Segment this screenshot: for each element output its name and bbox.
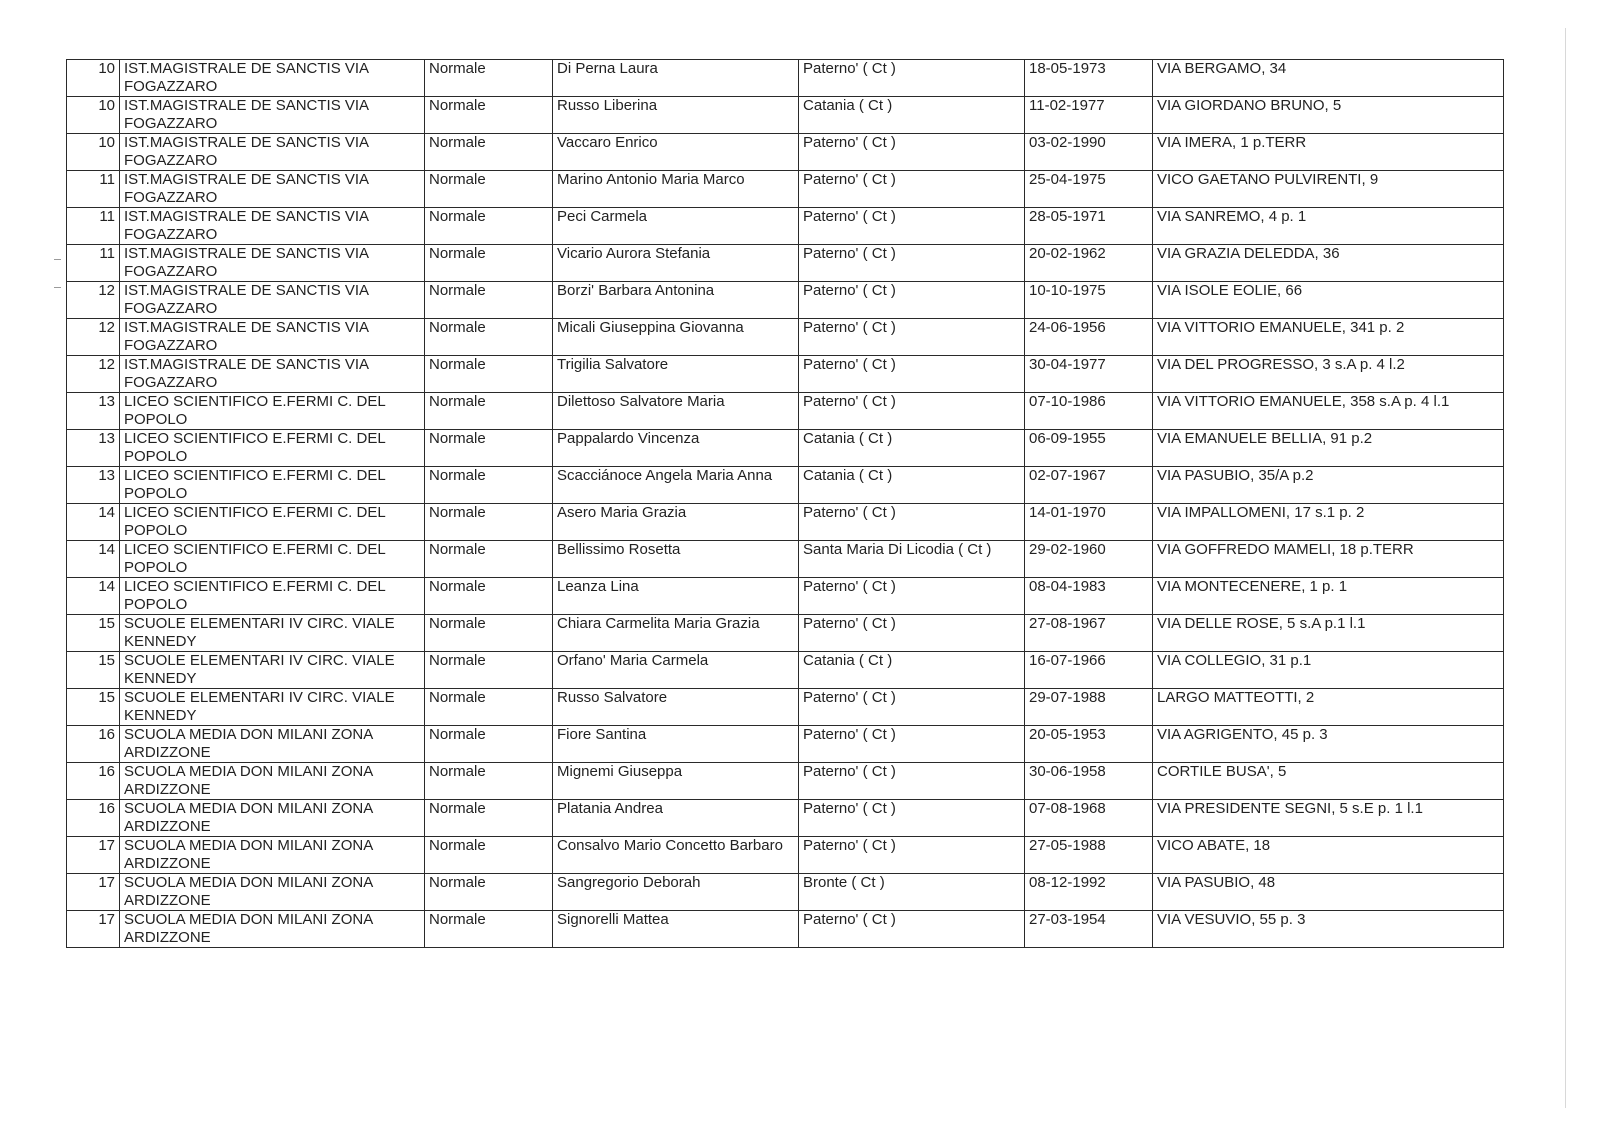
address-cell: VIA BERGAMO, 34 [1153,60,1504,97]
city-cell: Catania ( Ct ) [799,430,1025,467]
margin-mark [54,287,61,288]
type-cell: Normale [425,504,553,541]
address-cell: VIA VESUVIO, 55 p. 3 [1153,911,1504,948]
city-cell: Paterno' ( Ct ) [799,319,1025,356]
address-cell: VIA GIORDANO BRUNO, 5 [1153,97,1504,134]
row-number: 12 [67,356,120,393]
address-cell: VIA ISOLE EOLIE, 66 [1153,282,1504,319]
type-cell: Normale [425,393,553,430]
school-cell: SCUOLA MEDIA DON MILANI ZONA ARDIZZONE [120,837,425,874]
row-number: 11 [67,208,120,245]
address-cell: VIA GOFFREDO MAMELI, 18 p.TERR [1153,541,1504,578]
city-cell: Paterno' ( Ct ) [799,208,1025,245]
name-cell: Platania Andrea [553,800,799,837]
name-cell: Peci Carmela [553,208,799,245]
school-cell: SCUOLA MEDIA DON MILANI ZONA ARDIZZONE [120,911,425,948]
birth-date-cell: 16-07-1966 [1025,652,1153,689]
type-cell: Normale [425,652,553,689]
row-number: 17 [67,911,120,948]
name-cell: Consalvo Mario Concetto Barbaro [553,837,799,874]
name-cell: Orfano' Maria Carmela [553,652,799,689]
address-cell: VIA PRESIDENTE SEGNI, 5 s.E p. 1 l.1 [1153,800,1504,837]
city-cell: Bronte ( Ct ) [799,874,1025,911]
type-cell: Normale [425,282,553,319]
city-cell: Paterno' ( Ct ) [799,578,1025,615]
table-row [67,837,1504,874]
school-cell: IST.MAGISTRALE DE SANCTIS VIA FOGAZZARO [120,319,425,356]
school-cell: IST.MAGISTRALE DE SANCTIS VIA FOGAZZARO [120,171,425,208]
table-row [67,911,1504,948]
school-cell: IST.MAGISTRALE DE SANCTIS VIA FOGAZZARO [120,245,425,282]
row-number: 16 [67,726,120,763]
name-cell: Russo Salvatore [553,689,799,726]
type-cell: Normale [425,319,553,356]
type-cell: Normale [425,541,553,578]
type-cell: Normale [425,134,553,171]
row-number: 15 [67,689,120,726]
address-cell: VIA GRAZIA DELEDDA, 36 [1153,245,1504,282]
type-cell: Normale [425,911,553,948]
name-cell: Fiore Santina [553,726,799,763]
row-number: 11 [67,245,120,282]
school-cell: SCUOLA MEDIA DON MILANI ZONA ARDIZZONE [120,726,425,763]
school-cell: IST.MAGISTRALE DE SANCTIS VIA FOGAZZARO [120,282,425,319]
name-cell: Dilettoso Salvatore Maria [553,393,799,430]
city-cell: Santa Maria Di Licodia ( Ct ) [799,541,1025,578]
birth-date-cell: 29-02-1960 [1025,541,1153,578]
city-cell: Paterno' ( Ct ) [799,504,1025,541]
type-cell: Normale [425,97,553,134]
table-row [67,245,1504,282]
city-cell: Paterno' ( Ct ) [799,615,1025,652]
city-cell: Paterno' ( Ct ) [799,837,1025,874]
type-cell: Normale [425,837,553,874]
type-cell: Normale [425,615,553,652]
birth-date-cell: 30-06-1958 [1025,763,1153,800]
school-cell: IST.MAGISTRALE DE SANCTIS VIA FOGAZZARO [120,208,425,245]
name-cell: Bellissimo Rosetta [553,541,799,578]
row-number: 14 [67,541,120,578]
table-row [67,874,1504,911]
city-cell: Paterno' ( Ct ) [799,393,1025,430]
row-number: 13 [67,467,120,504]
address-cell: VIA PASUBIO, 48 [1153,874,1504,911]
city-cell: Paterno' ( Ct ) [799,726,1025,763]
row-number: 15 [67,615,120,652]
table-row [67,319,1504,356]
name-cell: Trigilia Salvatore [553,356,799,393]
table-row [67,726,1504,763]
birth-date-cell: 10-10-1975 [1025,282,1153,319]
row-number: 10 [67,60,120,97]
table-row [67,60,1504,97]
name-cell: Marino Antonio Maria Marco [553,171,799,208]
name-cell: Micali Giuseppina Giovanna [553,319,799,356]
birth-date-cell: 14-01-1970 [1025,504,1153,541]
type-cell: Normale [425,763,553,800]
row-number: 10 [67,97,120,134]
birth-date-cell: 02-07-1967 [1025,467,1153,504]
name-cell: Signorelli Mattea [553,911,799,948]
type-cell: Normale [425,245,553,282]
type-cell: Normale [425,356,553,393]
table-row [67,578,1504,615]
address-cell: VIA IMPALLOMENI, 17 s.1 p. 2 [1153,504,1504,541]
table-row [67,356,1504,393]
row-number: 13 [67,430,120,467]
school-cell: SCUOLE ELEMENTARI IV CIRC. VIALE KENNEDY [120,689,425,726]
city-cell: Catania ( Ct ) [799,97,1025,134]
address-cell: VICO ABATE, 18 [1153,837,1504,874]
type-cell: Normale [425,689,553,726]
row-number: 16 [67,763,120,800]
school-cell: IST.MAGISTRALE DE SANCTIS VIA FOGAZZARO [120,134,425,171]
name-cell: Leanza Lina [553,578,799,615]
school-cell: LICEO SCIENTIFICO E.FERMI C. DEL POPOLO [120,578,425,615]
type-cell: Normale [425,171,553,208]
birth-date-cell: 06-09-1955 [1025,430,1153,467]
city-cell: Paterno' ( Ct ) [799,763,1025,800]
type-cell: Normale [425,60,553,97]
school-cell: LICEO SCIENTIFICO E.FERMI C. DEL POPOLO [120,541,425,578]
table-row [67,467,1504,504]
birth-date-cell: 20-02-1962 [1025,245,1153,282]
table-row [67,689,1504,726]
table-row [67,134,1504,171]
table-row [67,504,1504,541]
row-number: 10 [67,134,120,171]
name-cell: Sangregorio Deborah [553,874,799,911]
name-cell: Chiara Carmelita Maria Grazia [553,615,799,652]
name-cell: Russo Liberina [553,97,799,134]
name-cell: Asero Maria Grazia [553,504,799,541]
school-cell: SCUOLA MEDIA DON MILANI ZONA ARDIZZONE [120,800,425,837]
table-row [67,763,1504,800]
row-number: 11 [67,171,120,208]
address-cell: VIA IMERA, 1 p.TERR [1153,134,1504,171]
name-cell: Vaccaro Enrico [553,134,799,171]
school-cell: LICEO SCIENTIFICO E.FERMI C. DEL POPOLO [120,430,425,467]
birth-date-cell: 27-05-1988 [1025,837,1153,874]
row-number: 13 [67,393,120,430]
table-row [67,800,1504,837]
address-cell: VIA MONTECENERE, 1 p. 1 [1153,578,1504,615]
type-cell: Normale [425,874,553,911]
city-cell: Paterno' ( Ct ) [799,171,1025,208]
school-cell: SCUOLE ELEMENTARI IV CIRC. VIALE KENNEDY [120,652,425,689]
row-number: 15 [67,652,120,689]
school-cell: IST.MAGISTRALE DE SANCTIS VIA FOGAZZARO [120,60,425,97]
row-number: 16 [67,800,120,837]
city-cell: Paterno' ( Ct ) [799,60,1025,97]
birth-date-cell: 11-02-1977 [1025,97,1153,134]
register-body [67,60,1504,948]
table-row [67,652,1504,689]
school-cell: SCUOLE ELEMENTARI IV CIRC. VIALE KENNEDY [120,615,425,652]
name-cell: Borzi' Barbara Antonina [553,282,799,319]
birth-date-cell: 27-03-1954 [1025,911,1153,948]
table-row [67,393,1504,430]
name-cell: Mignemi Giuseppa [553,763,799,800]
name-cell: Di Perna Laura [553,60,799,97]
table-row [67,541,1504,578]
address-cell: VICO GAETANO PULVIRENTI, 9 [1153,171,1504,208]
row-number: 12 [67,282,120,319]
address-cell: VIA EMANUELE BELLIA, 91 p.2 [1153,430,1504,467]
address-cell: VIA PASUBIO, 35/A p.2 [1153,467,1504,504]
birth-date-cell: 28-05-1971 [1025,208,1153,245]
city-cell: Paterno' ( Ct ) [799,282,1025,319]
birth-date-cell: 27-08-1967 [1025,615,1153,652]
address-cell: CORTILE BUSA', 5 [1153,763,1504,800]
table-row [67,97,1504,134]
type-cell: Normale [425,578,553,615]
margin-mark [54,259,61,260]
type-cell: Normale [425,208,553,245]
school-cell: LICEO SCIENTIFICO E.FERMI C. DEL POPOLO [120,393,425,430]
table-row [67,615,1504,652]
birth-date-cell: 29-07-1988 [1025,689,1153,726]
name-cell: Vicario Aurora Stefania [553,245,799,282]
birth-date-cell: 25-04-1975 [1025,171,1153,208]
table-row [67,208,1504,245]
birth-date-cell: 24-06-1956 [1025,319,1153,356]
row-number: 12 [67,319,120,356]
birth-date-cell: 07-10-1986 [1025,393,1153,430]
type-cell: Normale [425,800,553,837]
birth-date-cell: 08-12-1992 [1025,874,1153,911]
row-number: 14 [67,504,120,541]
city-cell: Paterno' ( Ct ) [799,689,1025,726]
address-cell: VIA COLLEGIO, 31 p.1 [1153,652,1504,689]
table-row [67,430,1504,467]
address-cell: VIA SANREMO, 4 p. 1 [1153,208,1504,245]
address-cell: VIA DELLE ROSE, 5 s.A p.1 l.1 [1153,615,1504,652]
address-cell: VIA VITTORIO EMANUELE, 358 s.A p. 4 l.1 [1153,393,1504,430]
register-table [66,59,1504,948]
city-cell: Paterno' ( Ct ) [799,911,1025,948]
city-cell: Catania ( Ct ) [799,467,1025,504]
birth-date-cell: 08-04-1983 [1025,578,1153,615]
school-cell: LICEO SCIENTIFICO E.FERMI C. DEL POPOLO [120,467,425,504]
city-cell: Paterno' ( Ct ) [799,245,1025,282]
address-cell: VIA AGRIGENTO, 45 p. 3 [1153,726,1504,763]
row-number: 17 [67,874,120,911]
school-cell: SCUOLA MEDIA DON MILANI ZONA ARDIZZONE [120,874,425,911]
type-cell: Normale [425,726,553,763]
row-number: 14 [67,578,120,615]
name-cell: Pappalardo Vincenza [553,430,799,467]
birth-date-cell: 20-05-1953 [1025,726,1153,763]
birth-date-cell: 18-05-1973 [1025,60,1153,97]
type-cell: Normale [425,430,553,467]
table-row [67,282,1504,319]
birth-date-cell: 30-04-1977 [1025,356,1153,393]
school-cell: IST.MAGISTRALE DE SANCTIS VIA FOGAZZARO [120,356,425,393]
city-cell: Paterno' ( Ct ) [799,134,1025,171]
city-cell: Catania ( Ct ) [799,652,1025,689]
city-cell: Paterno' ( Ct ) [799,356,1025,393]
page-edge-line [1565,28,1566,1108]
table-row [67,171,1504,208]
address-cell: VIA VITTORIO EMANUELE, 341 p. 2 [1153,319,1504,356]
row-number: 17 [67,837,120,874]
city-cell: Paterno' ( Ct ) [799,800,1025,837]
school-cell: SCUOLA MEDIA DON MILANI ZONA ARDIZZONE [120,763,425,800]
address-cell: LARGO MATTEOTTI, 2 [1153,689,1504,726]
type-cell: Normale [425,467,553,504]
name-cell: Scacciánoce Angela Maria Anna [553,467,799,504]
school-cell: LICEO SCIENTIFICO E.FERMI C. DEL POPOLO [120,504,425,541]
birth-date-cell: 03-02-1990 [1025,134,1153,171]
birth-date-cell: 07-08-1968 [1025,800,1153,837]
school-cell: IST.MAGISTRALE DE SANCTIS VIA FOGAZZARO [120,97,425,134]
address-cell: VIA DEL PROGRESSO, 3 s.A p. 4 l.2 [1153,356,1504,393]
